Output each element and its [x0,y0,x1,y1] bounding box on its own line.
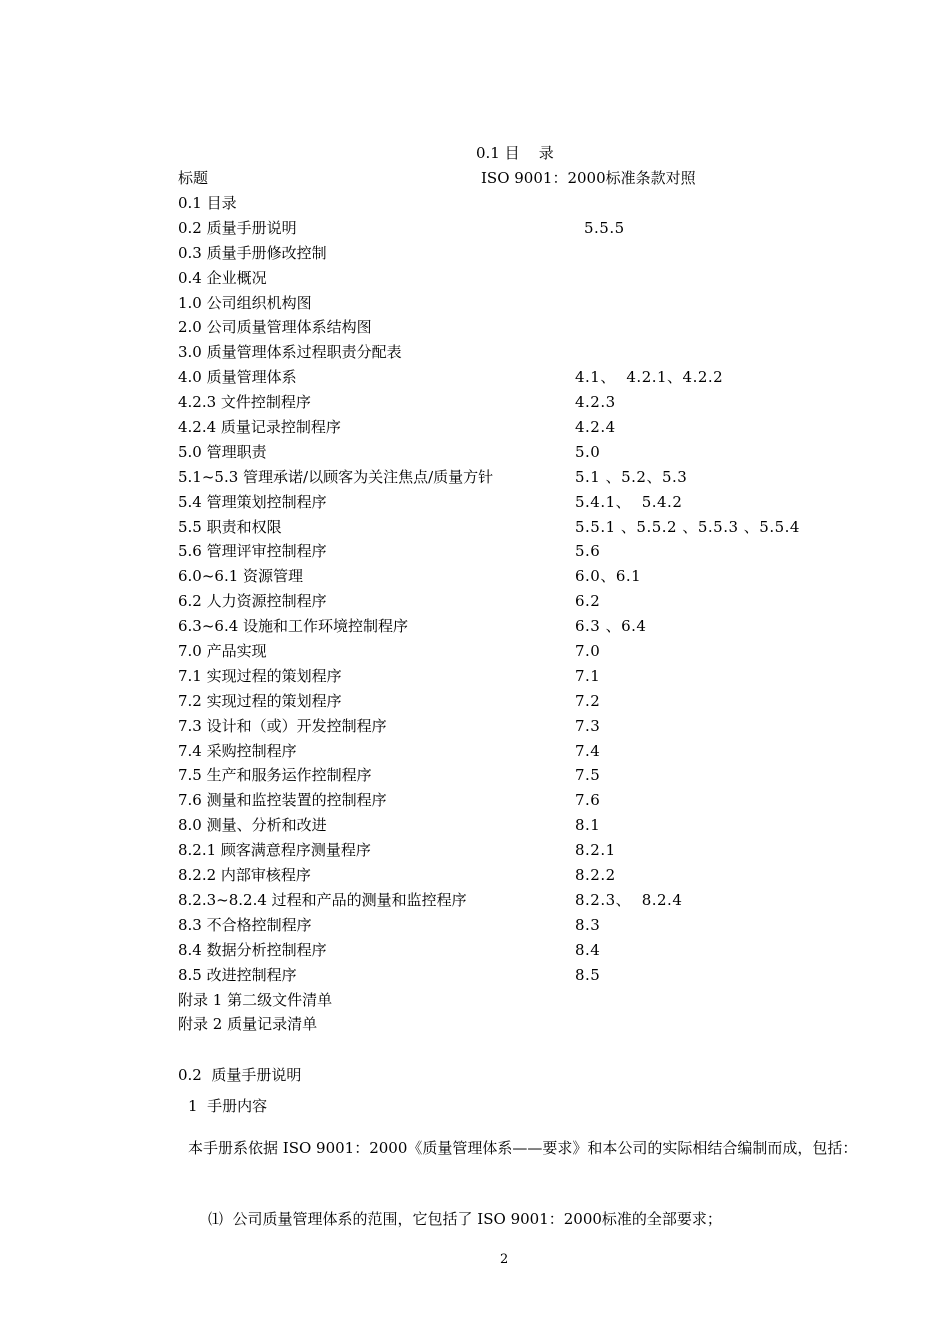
toc-row [178,815,858,840]
toc-row [178,218,858,243]
toc-row [178,392,858,417]
manual-paragraph: 本手册系依据 ISO 9001：2000《质量管理体系——要求》和本公司的实际相结合编制而成，包括： [188,1139,858,1157]
toc-row-title: 7.2 实现过程的策划程序 [178,691,342,710]
toc-row-title: 4.2.4 质量记录控制程序 [178,418,341,437]
toc-row [178,765,858,790]
toc-row-title: 8.3 不合格控制程序 [178,915,312,934]
toc-row [178,442,858,467]
toc-row-title: 1.0 公司组织机构图 [178,293,312,312]
toc-row [178,467,858,492]
toc-row-title: 6.0~6.1 资源管理 [178,567,304,586]
toc-row-title: 7.1 实现过程的策划程序 [178,666,342,685]
toc-row-title: 8.0 测量、分析和改进 [178,816,327,835]
toc-row-title: 8.2.3~8.2.4 过程和产品的测量和监控程序 [178,890,467,909]
toc-row [178,741,858,766]
toc-row-title: 2.0 公司质量管理体系结构图 [178,318,372,337]
toc-row-clause: 5.0 [575,442,601,461]
toc-row [178,367,858,392]
toc-list [178,193,858,1039]
toc-row [178,417,858,442]
toc-row-title: 附录 1 第二级文件清单 [178,990,333,1009]
toc-row-clause: 7.0 [575,642,601,661]
toc-row-title: 4.2.3 文件控制程序 [178,393,311,412]
toc-row [178,616,858,641]
toc-row [178,716,858,741]
toc-row-clause: 5.1 、5.2、5.3 [575,467,688,486]
toc-row [178,243,858,268]
toc-row [178,990,858,1015]
toc-row-title: 8.4 数据分析控制程序 [178,940,327,959]
toc-row-title: 0.4 企业概况 [178,268,267,287]
section-title: 0.2 质量手册说明 [178,1066,302,1084]
toc-row-clause: 7.2 [575,691,601,710]
toc-row-clause: 6.2 [575,592,601,611]
toc-row-clause: 7.3 [575,716,601,735]
toc-row-clause: 8.2.1 [575,841,616,860]
toc-row-title: 8.5 改进控制程序 [178,965,297,984]
toc-row [178,293,858,318]
toc-row [178,666,858,691]
toc-row-clause: 6.3 、6.4 [575,617,647,636]
toc-row [178,940,858,965]
toc-row-clause: 5.6 [575,542,601,561]
toc-row-title: 5.1~5.3 管理承诺/以顾客为关注焦点/质量方针 [178,467,494,486]
toc-row-clause: 5.5.5 [584,218,625,237]
toc-row-title: 6.2 人力资源控制程序 [178,592,327,611]
toc-row [178,790,858,815]
toc-row-clause: 4.1、 4.2.1、4.2.2 [575,368,724,387]
toc-row-clause: 7.6 [575,791,601,810]
toc-row-title: 7.3 设计和（或）开发控制程序 [178,716,387,735]
toc-header-title: 标题 [178,169,209,187]
toc-row [178,965,858,990]
toc-header-clause: ISO 9001：2000标准条款对照 [481,169,696,187]
toc-row-title: 3.0 质量管理体系过程职责分配表 [178,343,402,362]
toc-row-clause: 8.5 [575,965,601,984]
toc-row-clause: 8.2.2 [575,866,616,885]
toc-row [178,691,858,716]
toc-row-title: 7.0 产品实现 [178,642,267,661]
toc-row-title: 0.3 质量手册修改控制 [178,243,327,262]
toc-row-clause: 8.3 [575,915,601,934]
toc-row [178,591,858,616]
toc-row [178,566,858,591]
toc-row-clause: 8.4 [575,940,601,959]
toc-row-clause: 5.4.1、 5.4.2 [575,492,683,511]
toc-row-title: 5.0 管理职责 [178,442,267,461]
toc-row-title: 附录 2 质量记录清单 [178,1015,318,1034]
toc-row [178,342,858,367]
toc-row [178,193,858,218]
toc-row-title: 7.5 生产和服务运作控制程序 [178,766,372,785]
toc-row [178,915,858,940]
toc-row-clause: 4.2.3 [575,393,616,412]
toc-row [178,541,858,566]
toc-row-title: 4.0 质量管理体系 [178,368,297,387]
toc-row-title: 0.2 质量手册说明 [178,218,297,237]
toc-row [178,641,858,666]
toc-row [178,865,858,890]
toc-row [178,890,858,915]
toc-row-clause: 8.1 [575,816,601,835]
toc-row-clause: 7.4 [575,741,601,760]
page-number: 2 [500,1252,509,1267]
toc-row-title: 8.2.2 内部审核程序 [178,866,311,885]
toc-row-clause: 7.1 [575,666,601,685]
toc-row-title: 5.6 管理评审控制程序 [178,542,327,561]
toc-title: 0.1 目 录 [476,144,554,162]
toc-row-clause: 6.0、6.1 [575,567,642,586]
subsection-title: 1 手册内容 [188,1097,268,1115]
toc-row-clause: 5.5.1 、5.5.2 、5.5.3 、5.5.4 [575,517,800,536]
toc-row [178,492,858,517]
toc-row [178,517,858,542]
toc-row-title: 5.5 职责和权限 [178,517,282,536]
toc-row [178,1014,858,1039]
toc-row [178,317,858,342]
toc-row-title: 8.2.1 顾客满意程序测量程序 [178,841,371,860]
toc-row-title: 7.4 采购控制程序 [178,741,297,760]
toc-row-title: 6.3~6.4 设施和工作环境控制程序 [178,617,409,636]
manual-item-1: ⑴ 公司质量管理体系的范围，它包括了 ISO 9001：2000标准的全部要求； [208,1210,722,1228]
toc-row-title: 7.6 测量和监控装置的控制程序 [178,791,387,810]
toc-row-title: 5.4 管理策划控制程序 [178,492,327,511]
toc-row-clause: 7.5 [575,766,601,785]
toc-row-clause: 4.2.4 [575,418,616,437]
toc-row-clause: 8.2.3、 8.2.4 [575,890,683,909]
toc-row [178,840,858,865]
toc-row-title: 0.1 目录 [178,194,237,212]
toc-row [178,268,858,293]
